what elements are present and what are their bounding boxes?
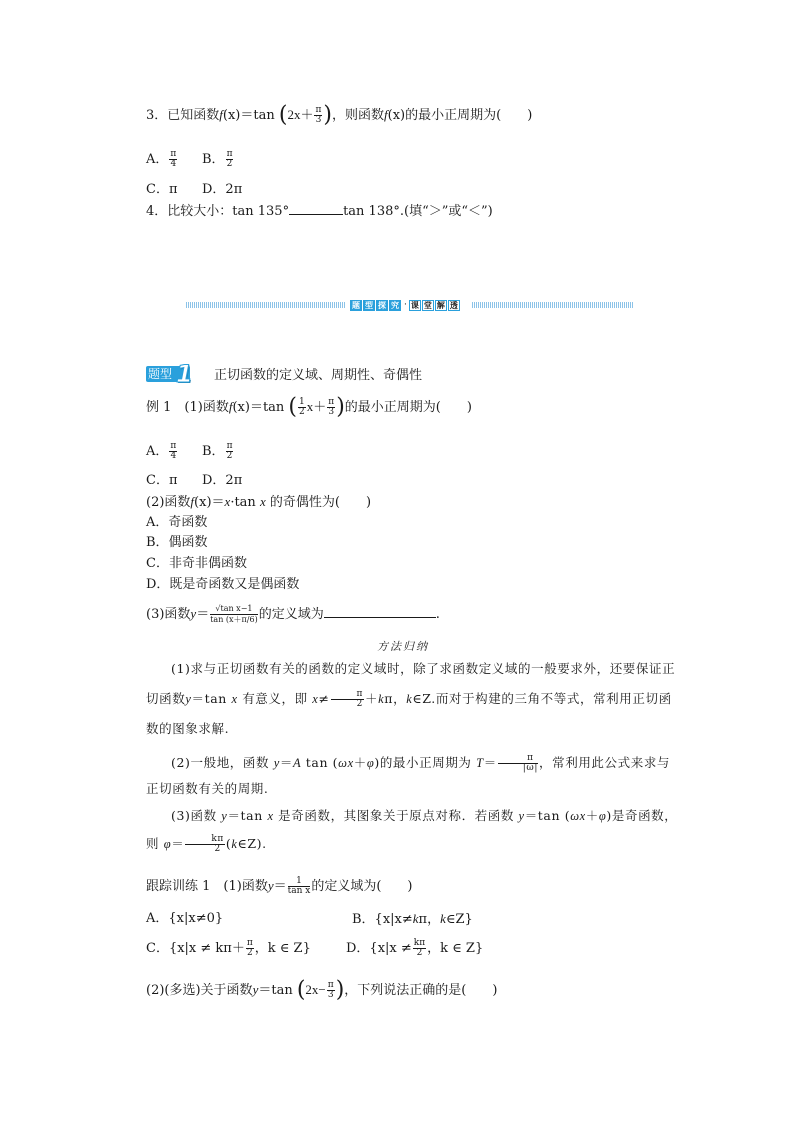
- ex1-option-b-den: 2: [226, 451, 233, 461]
- q3-option-a-num: π: [170, 149, 177, 159]
- ex1-p2-option-d: D．既是奇函数又是偶函数: [146, 577, 300, 592]
- m2-phi: φ: [366, 756, 375, 770]
- method-paragraph-2: [146, 750, 678, 802]
- ex1-p2-option-a: A．奇函数: [146, 515, 208, 530]
- ex1-p3-num: √tan x−1: [210, 604, 257, 615]
- q3-option-a-label: A．: [146, 152, 169, 167]
- ex1-lparen: (: [288, 394, 298, 420]
- ex1-option-a-frac: [169, 442, 177, 461]
- t2-b: ＝tan: [258, 983, 297, 998]
- q3-option-b-den: 2: [226, 159, 233, 169]
- method-paragraph-1: [146, 654, 678, 744]
- example-1-part-3: [146, 604, 440, 625]
- q3-option-b-frac: [226, 150, 234, 169]
- ex1-p3-blank: [324, 605, 436, 618]
- ex1-p1-c: x＋: [306, 399, 327, 414]
- q3-suffix-b: 的最小正周期为( ): [405, 108, 533, 123]
- banner-stripe-right: [472, 302, 634, 308]
- ex1-p3-b: 的定义域为: [258, 607, 324, 622]
- m3-d: ＝tan (: [524, 808, 571, 823]
- banner-chip-outline: 解: [436, 300, 445, 310]
- m3-a: (3)函数: [171, 808, 222, 823]
- m3-w: ωx: [570, 809, 586, 823]
- m3-y2: y: [518, 809, 525, 823]
- t2-frac: [327, 981, 335, 1000]
- m1-y: y: [185, 692, 192, 706]
- q3-option-b: [202, 150, 234, 169]
- m3-f: )是奇函数，则: [146, 808, 678, 851]
- track-option-c: [146, 939, 311, 958]
- t2-y: y: [252, 982, 259, 997]
- tb-k: k: [412, 911, 419, 926]
- q3-lparen: (: [278, 102, 288, 128]
- tb-b: π，: [418, 912, 441, 927]
- ex1-option-a: [146, 442, 178, 461]
- ex1-p2-xv: x: [224, 494, 231, 509]
- m3-frac: [185, 835, 225, 854]
- t2-den: 3: [327, 990, 334, 1000]
- q4-text-a: 4．比较大小：tan 135°: [146, 204, 290, 219]
- tc-a: C．{x|x ≠ kπ＋: [146, 941, 245, 956]
- tc-den: 2: [246, 948, 253, 958]
- m2-f: ＝: [483, 755, 497, 770]
- ex1-p3-eq: ＝: [196, 607, 210, 622]
- track-option-a: A．{x|x≠0}: [146, 911, 224, 926]
- t2-a: (2)(多选)关于函数: [146, 983, 253, 998]
- m2-T: T: [476, 756, 484, 770]
- ex1-option-c: C．π: [146, 473, 178, 488]
- ex1-option-a-den: 4: [170, 451, 177, 461]
- ex1-p3-den: tan (x＋π/6): [210, 615, 258, 624]
- m3-num: kπ: [185, 835, 225, 845]
- q3-frac: [314, 106, 322, 125]
- ex1-f: f: [228, 399, 233, 414]
- m2-w: ωx: [338, 756, 354, 770]
- t1-y: y: [267, 878, 274, 893]
- t1-den: tan x: [287, 886, 311, 896]
- t2-num: π: [327, 980, 334, 990]
- t2-lparen: (: [296, 977, 306, 1003]
- m3-h: (: [225, 836, 232, 851]
- m3-b: ＝tan: [227, 808, 268, 823]
- t2-rparen: ): [335, 977, 345, 1003]
- t1-num: 1: [288, 877, 311, 887]
- m1-d: ≠: [318, 691, 330, 706]
- td-b: ，k ∈ Z}: [427, 941, 484, 956]
- ex1-half-num: 1: [299, 397, 305, 407]
- ex1-p3-end: .: [435, 607, 440, 622]
- ex1-p1-b: ＝tan: [249, 400, 289, 415]
- section-banner: [186, 300, 634, 310]
- m1-k: k: [378, 692, 385, 706]
- m3-phi2: φ: [163, 837, 172, 851]
- ex1-p2-a: (2)函数: [146, 495, 191, 510]
- q4-text-b: tan 138°.(填“＞”或“＜”): [343, 204, 493, 219]
- example-1-part-1: [146, 394, 472, 420]
- topic-badge: [146, 360, 202, 388]
- td-frac: [413, 939, 426, 958]
- ex1-p3-a: (3)函数: [146, 607, 191, 622]
- ex1-half: [298, 398, 306, 417]
- tb-k2: k: [440, 911, 446, 926]
- m2-e: )的最小正周期为: [374, 755, 477, 770]
- q3-option-a: [146, 150, 178, 169]
- banner-chip-outline: 透: [449, 300, 458, 310]
- ex1-option-b-label: B．: [202, 444, 225, 459]
- t2-c: 2x−: [305, 982, 326, 997]
- m1-den: 2: [356, 699, 363, 709]
- track-option-b: [352, 910, 473, 929]
- m2-num: π: [498, 754, 538, 764]
- question-4: [146, 202, 493, 221]
- m1-k2: k: [406, 692, 413, 706]
- tb-c: ∈Z}: [445, 912, 473, 927]
- m1-g: ∈Z.而对于构建的三角不等式，常利用正切函数的图象求解.: [146, 691, 672, 736]
- m1-num: π: [331, 690, 365, 700]
- track-1-part-1: [146, 877, 413, 896]
- m1-frac: [331, 690, 365, 709]
- t1-frac: [288, 877, 311, 896]
- m2-y: y: [273, 756, 280, 770]
- ex1-rparen: ): [336, 394, 345, 420]
- td-a: D．{x|x ≠: [346, 941, 412, 956]
- method-title: 方法归纳: [377, 640, 429, 653]
- q3-x2: (x): [387, 108, 406, 123]
- ex1-p3-frac: [210, 604, 257, 625]
- topic-badge-number: 1: [176, 360, 193, 388]
- ex1-p2-c: 的奇偶性为( ): [265, 495, 372, 510]
- tc-frac: [246, 939, 254, 958]
- m3-den: 2: [214, 844, 221, 854]
- banner-chip-outline: 堂: [423, 300, 432, 310]
- q3-prefix: 3．已知函数: [146, 108, 220, 123]
- q3-suffix-a: ，则函数: [332, 108, 385, 123]
- q3-option-b-num: π: [226, 149, 233, 159]
- m3-x: x: [267, 809, 274, 823]
- ex1-p1-a: 例 1 (1)函数: [146, 400, 229, 415]
- m2-g: ，常利用此公式来求与正切函数有关的周期.: [146, 755, 671, 796]
- q3-option-a-frac: [169, 150, 177, 169]
- q3-x: (x): [222, 108, 241, 123]
- banner-stripe-left: [186, 302, 346, 308]
- banner-chip: 型: [365, 300, 373, 310]
- q3-option-a-den: 4: [170, 159, 177, 169]
- q3-inner: 2x＋: [287, 107, 314, 122]
- m2-b: ＝: [279, 755, 293, 770]
- m3-k: k: [231, 837, 238, 851]
- q3-option-c: C．π: [146, 182, 178, 197]
- ex1-option-a-label: A．: [146, 444, 169, 459]
- ex1-option-d: D．2π: [202, 473, 243, 488]
- ex1-pi3: [327, 398, 335, 417]
- m1-f: π，: [384, 691, 407, 706]
- q4-blank: [289, 202, 343, 215]
- tc-b: ，k ∈ Z}: [254, 941, 311, 956]
- td-num: kπ: [413, 938, 426, 948]
- ex1-x: (x): [232, 400, 250, 415]
- track-1-part-2: [146, 977, 498, 1003]
- m1-x: x: [231, 692, 238, 706]
- topic-title: 正切函数的定义域、周期性、奇偶性: [214, 368, 423, 383]
- question-3: [146, 102, 533, 128]
- t1-eq: ＝: [273, 879, 287, 894]
- tb-a: B．{x|x≠: [352, 912, 413, 927]
- m3-y: y: [221, 809, 228, 823]
- m2-d: ＋: [353, 755, 367, 770]
- m3-e: ＋: [585, 808, 599, 823]
- t1-a: 跟踪训练 1 (1)函数: [146, 879, 268, 894]
- ex1-p2-option-b: B．偶函数: [146, 535, 208, 550]
- ex1-option-a-num: π: [170, 441, 177, 451]
- ex1-p2-xv2: x: [259, 494, 266, 509]
- q3-frac-num: π: [315, 105, 322, 115]
- q3-option-b-label: B．: [202, 152, 225, 167]
- banner-dot: ·: [404, 300, 407, 310]
- m2-a: (2)一般地，函数: [171, 755, 274, 770]
- q3-f2: f: [384, 107, 388, 122]
- m1-b: ＝tan: [191, 691, 232, 706]
- ex1-half-den: 2: [299, 407, 305, 417]
- q3-eq: ＝tan: [240, 108, 279, 123]
- ex1-option-b: [202, 442, 234, 461]
- banner-label: [350, 298, 461, 312]
- ex1-option-b-frac: [226, 442, 234, 461]
- m3-phi: φ: [598, 809, 607, 823]
- m2-den: |ω|: [522, 763, 539, 773]
- q3-rparen: ): [323, 102, 332, 128]
- ex1-p2-f: f: [190, 494, 195, 509]
- ex1-p2-option-c: C．非奇非偶函数: [146, 556, 247, 571]
- m1-x2: x: [312, 692, 319, 706]
- t1-b: 的定义域为( ): [311, 879, 413, 894]
- m1-e: ＋: [365, 691, 379, 706]
- example-1-part-2: [146, 493, 371, 512]
- ex1-p2-b: ·tan: [230, 495, 260, 510]
- ex1-option-b-num: π: [226, 441, 233, 451]
- ex1-pi-den: 3: [328, 407, 335, 417]
- banner-chip-outline: 课: [410, 300, 419, 310]
- ex1-p2-x: (x): [194, 495, 212, 510]
- q3-f: f: [219, 107, 223, 122]
- topic-badge-word: 题型: [148, 367, 173, 381]
- ex1-pi-num: π: [328, 397, 335, 407]
- ex1-p1-d: 的最小正周期为( ): [344, 400, 472, 415]
- method-paragraph-3: [146, 802, 678, 858]
- m1-c: 有意义，即: [237, 691, 313, 706]
- m3-i: ∈Z).: [237, 836, 267, 851]
- m2-c: tan (: [301, 755, 339, 770]
- m3-g: ＝: [171, 836, 185, 851]
- banner-chip: 探: [378, 300, 386, 310]
- q3-option-d: D．2π: [202, 182, 243, 197]
- t2-d: ，下列说法正确的是( ): [344, 983, 498, 998]
- td-den: 2: [416, 948, 423, 958]
- track-option-d: [346, 939, 483, 958]
- q3-frac-den: 3: [315, 115, 322, 125]
- tc-num: π: [246, 938, 253, 948]
- banner-chip: 究: [391, 300, 399, 310]
- m1-a: (1)求与正切函数有关的函数的定义域时，除了求函数定义域的一般要求外，还要保证正切函数: [146, 661, 676, 706]
- ex1-p3-y: y: [190, 606, 197, 621]
- m2-frac: [498, 754, 538, 773]
- ex1-p2-eq: ＝: [211, 495, 225, 510]
- m2-A: A: [292, 756, 302, 770]
- m3-c: 是奇函数，其图象关于原点对称．若函数: [273, 808, 519, 823]
- banner-chip: 题: [352, 300, 360, 310]
